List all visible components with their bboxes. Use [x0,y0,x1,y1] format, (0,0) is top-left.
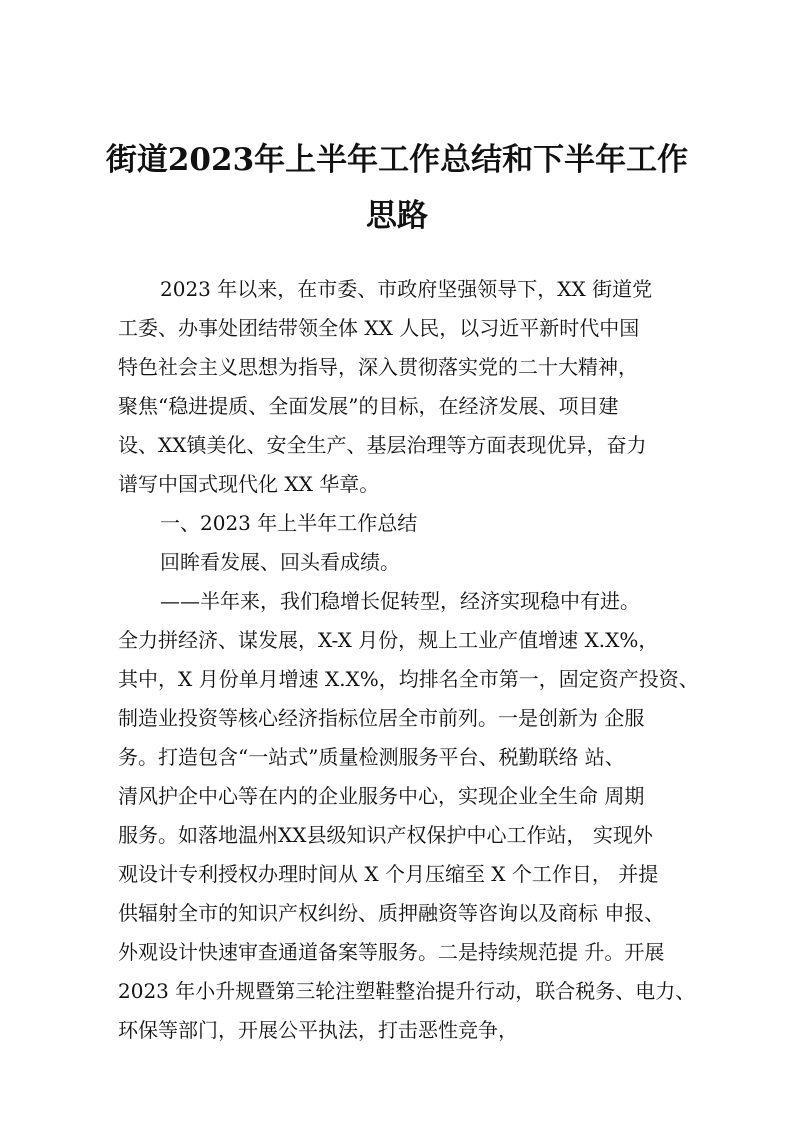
body-line-9: ——半年来，我们稳增长促转型，经济实现稳中有进。 [160,589,640,613]
body-line-13: 务。打造包含“一站式”质量检测服务平台、税勤联络 站、 [118,745,625,769]
body-line-4: 聚焦“稳进提质、全面发展”的目标，在经济发展、项目建 [118,394,619,418]
body-line-15: 服务。如落地温州XX县级知识产权保护中心工作站， 实现外 [118,823,653,847]
body-line-18: 外观设计快速审查通道备案等服务。二是持续规范提 升。开展 [118,940,665,964]
body-line-5: 设、XX镇美化、安全生产、基层治理等方面表现优异，奋力 [118,433,647,457]
body-line-1: 2023 年以来，在市委、市政府坚强领导下，XX 街道党 [160,277,653,301]
document-title-line-2: 思路 [366,198,428,234]
body-line-3: 特色社会主义思想为指导，深入贯彻落实党的二十大精神， [118,355,638,379]
document-title-line-1: 街道2023年上半年工作总结和下半年工作 [105,142,689,178]
body-line-14: 清风护企中心等在内的企业服务中心，实现企业全生命 周期 [118,784,645,808]
body-line-20: 环保等部门，开展公平执法，打击恶性竞争， [118,1018,518,1042]
body-line-19: 2023 年小升规暨第三轮注塑鞋整治提升行动，联合税务、电力、 [118,979,696,1003]
section-heading: 一、2023 年上半年工作总结 [160,511,418,535]
body-line-10: 全力拼经济、谋发展，X-X 月份，规上工业产值增速 X.X%， [118,628,659,652]
body-line-16: 观设计专利授权办理时间从 X 个月压缩至 X 个工作日， 并提 [118,862,659,886]
body-line-6: 谱写中国式现代化 XX 华章。 [118,472,380,496]
body-line-11: 其中，X 月份单月增速 X.X%，均排名全市第一，固定资产投资、 [118,667,699,691]
body-line-2: 工委、办事处团结带领全体 XX 人民，以习近平新时代中国 [118,316,640,340]
body-line-8: 回眸看发展、回头看成绩。 [160,550,400,574]
body-line-17: 供辐射全市的知识产权纠纷、质押融资等咨询以及商标 申报、 [118,901,665,925]
body-line-12: 制造业投资等核心经济指标位居全市前列。一是创新为 企服 [118,706,645,730]
